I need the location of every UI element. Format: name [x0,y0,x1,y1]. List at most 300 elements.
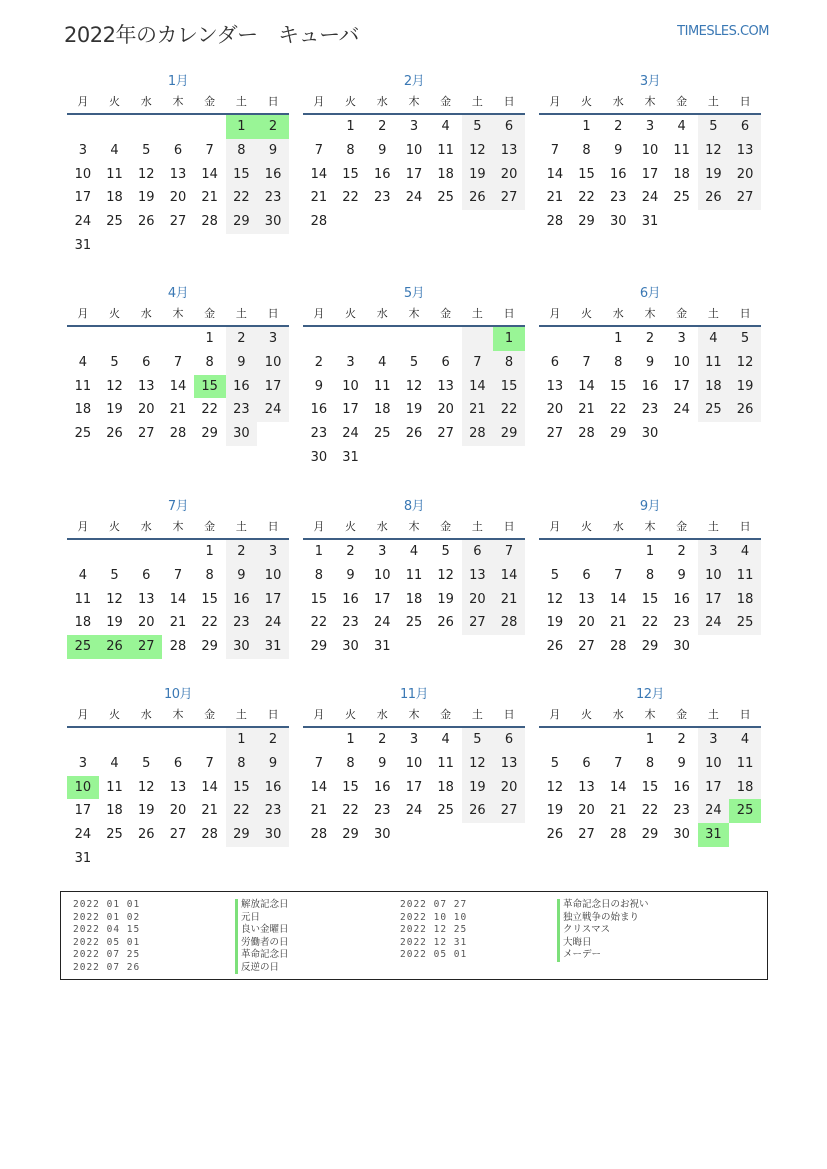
day-cell: 19 [729,375,761,399]
month-11 [303,686,525,847]
day-cell: 1 [205,544,214,559]
month-2 [303,73,525,234]
day-cell: 2 [314,354,323,370]
weekday-label: 金 [676,95,688,108]
day-cell: 5 [441,544,450,559]
empty-cell [571,728,603,752]
day-cell: 25 [437,803,454,819]
day-cell: 29 [226,823,258,847]
day-cell: 16 [641,378,659,394]
weekday-label: 水 [140,520,152,533]
day-cell: 19 [546,615,564,631]
day-cell: 1 [614,331,623,346]
day-cell: 13 [437,378,454,394]
holiday-day-cell: 1 [493,327,525,351]
day-cell: 7 [173,567,183,583]
day-cell: 8 [346,142,355,158]
day-cell: 17 [405,779,423,795]
day-cell: 3 [409,732,419,747]
day-cell: 3 [677,331,686,346]
day-cell: 25 [373,426,391,442]
legend-date: 2022 05 01 [400,949,468,960]
day-cell: 16 [310,402,328,418]
month-name: 2月 [403,74,425,89]
day-cell: 20 [578,803,595,819]
day-cell: 12 [546,779,564,795]
month-name: 3月 [639,74,661,89]
weekday-label: 土 [471,95,483,108]
day-cell: 28 [546,214,564,230]
day-cell: 20 [137,402,155,418]
empty-cell [130,728,162,752]
day-cell: 17 [74,190,92,206]
day-cell: 21 [546,190,564,206]
day-cell: 28 [310,827,328,843]
day-cell: 28 [609,827,627,843]
day-cell: 23 [609,190,627,206]
day-cell: 3 [78,755,87,771]
day-cell: 3 [698,540,730,564]
legend-date: 2022 01 01 [73,899,141,910]
day-cell: 28 [201,827,218,843]
day-cell: 8 [346,755,355,771]
day-cell: 13 [578,779,595,795]
day-cell: 22 [342,803,359,819]
day-cell: 9 [257,139,289,163]
month-name: 4月 [167,286,189,301]
legend-date: 2022 07 26 [73,961,141,973]
weekday-label: 木 [644,307,656,320]
day-cell: 12 [137,166,155,182]
day-cell: 30 [257,823,289,847]
day-cell: 31 [74,850,92,866]
empty-cell [539,540,571,564]
weekday-label: 木 [172,520,184,533]
month-name: 11月 [399,687,429,702]
day-grid [303,540,525,659]
day-cell: 1 [346,119,355,134]
day-cell: 24 [74,214,92,230]
holiday-day-cell: 2 [257,115,289,139]
legend-holiday-name: 元日 [235,912,289,925]
weekday-label: 日 [267,307,279,320]
legend-holiday-name: クリスマス [557,924,649,937]
weekday-label: 火 [345,520,357,533]
day-cell: 24 [342,426,359,442]
weekday-label: 水 [376,708,388,721]
day-cell: 9 [677,567,686,583]
day-cell: 13 [729,139,761,163]
day-cell: 22 [641,615,659,631]
empty-cell [162,728,194,752]
day-cell: 7 [205,142,214,158]
weekday-label: 火 [109,520,121,533]
day-cell: 5 [409,354,419,370]
day-cell: 11 [405,567,423,583]
empty-cell [539,115,571,139]
month-6 [539,285,761,446]
day-cell: 4 [677,119,686,134]
weekday-header [303,516,525,540]
empty-cell [462,327,494,351]
day-cell: 11 [729,752,761,776]
weekday-label: 木 [408,520,420,533]
day-cell: 27 [462,611,494,635]
day-cell: 24 [74,827,92,843]
day-cell: 2 [677,732,686,747]
month-5 [303,285,525,470]
day-cell: 5 [550,755,559,771]
day-cell: 17 [373,591,391,607]
weekday-header [303,303,525,327]
empty-cell [366,327,398,351]
weekday-header [67,704,289,728]
day-cell: 10 [405,755,423,771]
day-cell: 9 [645,354,655,370]
weekday-label: 月 [549,307,561,320]
day-cell: 3 [78,142,87,158]
day-cell: 23 [641,402,659,418]
day-cell: 17 [698,588,730,612]
day-cell: 4 [78,354,87,370]
day-cell: 11 [673,142,690,158]
day-cell: 27 [137,426,155,442]
month-name: 7月 [167,499,189,514]
day-cell: 7 [550,142,559,158]
legend-date: 2022 04 15 [73,924,141,935]
day-cell: 27 [493,799,525,823]
page-title: 2022年のカレンダー キューバ [64,23,360,47]
weekday-label: 火 [345,307,357,320]
weekday-label: 金 [440,520,452,533]
weekday-label: 月 [313,520,325,533]
day-cell: 22 [226,799,258,823]
day-cell: 30 [226,422,258,446]
day-cell: 23 [373,803,391,819]
day-cell: 7 [582,354,591,370]
day-cell: 29 [609,426,627,442]
day-cell: 18 [106,803,123,819]
weekday-label: 木 [408,708,420,721]
day-cell: 16 [609,166,627,182]
empty-cell [430,327,462,351]
day-cell: 5 [142,755,151,771]
day-cell: 7 [614,755,623,771]
day-cell: 28 [609,639,627,655]
day-cell: 6 [173,142,183,158]
day-cell: 4 [409,544,419,559]
day-cell: 15 [578,166,595,182]
day-cell: 23 [226,611,258,635]
day-cell: 30 [310,449,328,465]
weekday-label: 水 [612,520,624,533]
empty-cell [602,540,634,564]
day-cell: 24 [641,190,659,206]
day-cell: 6 [550,354,559,370]
day-cell: 9 [257,752,289,776]
day-cell: 21 [609,803,627,819]
weekday-label: 火 [345,708,357,721]
day-cell: 22 [201,615,218,631]
weekday-label: 月 [77,95,89,108]
day-cell: 14 [310,779,328,795]
month-12 [539,686,761,847]
legend-date: 2022 12 31 [400,936,468,948]
day-cell: 18 [106,190,123,206]
weekday-label: 火 [581,520,593,533]
weekday-label: 火 [581,708,593,721]
day-cell: 8 [205,567,214,583]
legend-holiday-name: メーデー [557,949,649,962]
day-cell: 17 [257,588,289,612]
day-cell: 14 [310,166,328,182]
day-cell: 30 [641,426,659,442]
day-cell: 10 [641,142,659,158]
day-cell: 12 [546,591,564,607]
day-cell: 25 [673,190,690,206]
day-cell: 8 [493,351,525,375]
day-cell: 31 [257,635,289,659]
empty-cell [99,115,131,139]
weekday-label: 日 [739,520,751,533]
day-cell: 4 [441,732,450,747]
empty-cell [194,115,226,139]
day-cell: 22 [226,186,258,210]
day-cell: 20 [462,588,494,612]
day-cell: 13 [493,139,525,163]
day-cell: 11 [373,378,391,394]
empty-cell [571,327,603,351]
weekday-header [539,303,761,327]
month-8 [303,498,525,659]
day-cell: 1 [582,119,591,134]
day-grid [67,540,289,659]
weekday-label: 金 [440,307,452,320]
day-cell: 8 [614,354,623,370]
day-cell: 11 [106,779,123,795]
day-cell: 22 [609,402,627,418]
weekday-label: 金 [204,708,216,721]
day-cell: 16 [342,591,359,607]
day-cell: 4 [698,327,730,351]
day-cell: 19 [546,803,564,819]
empty-cell [130,115,162,139]
day-cell: 26 [462,799,494,823]
weekday-header [539,516,761,540]
day-cell: 24 [257,398,289,422]
holiday-day-cell: 15 [194,375,226,399]
day-grid [539,728,761,847]
day-cell: 20 [493,163,525,187]
weekday-label: 金 [676,307,688,320]
weekday-label: 金 [440,95,452,108]
day-cell: 11 [698,351,730,375]
site-logo[interactable]: TIMESLES.COM [677,24,769,39]
holiday-day-cell: 25 [67,635,99,659]
day-cell: 17 [698,776,730,800]
day-cell: 2 [645,331,655,346]
month-1 [67,73,289,258]
day-cell: 9 [378,142,387,158]
day-cell: 6 [493,728,525,752]
day-cell: 3 [645,119,655,134]
day-cell: 9 [314,378,323,394]
weekday-label: 月 [549,520,561,533]
day-cell: 21 [310,190,328,206]
day-cell: 30 [609,214,627,230]
empty-cell [194,728,226,752]
day-cell: 2 [378,732,387,747]
day-cell: 9 [378,755,387,771]
legend-holiday-name: 独立戦争の始まり [557,912,649,925]
weekday-label: 日 [267,708,279,721]
day-cell: 6 [173,755,183,771]
empty-cell [162,327,194,351]
day-cell: 27 [578,639,595,655]
day-cell: 15 [201,591,218,607]
day-cell: 31 [74,237,92,253]
day-cell: 21 [201,803,218,819]
day-cell: 21 [609,615,627,631]
day-cell: 16 [226,375,258,399]
day-cell: 13 [546,378,564,394]
weekday-label: 木 [644,520,656,533]
month-name: 1月 [167,74,189,89]
day-cell: 14 [546,166,564,182]
day-cell: 13 [169,779,187,795]
month-name: 8月 [403,499,425,514]
day-grid [539,327,761,446]
day-cell: 18 [673,166,690,182]
day-cell: 2 [614,119,623,134]
weekday-label: 金 [676,520,688,533]
month-name: 9月 [639,499,661,514]
day-cell: 23 [257,186,289,210]
weekday-label: 日 [739,95,751,108]
day-grid [539,540,761,659]
day-cell: 16 [257,163,289,187]
day-cell: 16 [673,779,690,795]
day-cell: 20 [493,776,525,800]
holiday-day-cell: 1 [226,115,258,139]
day-cell: 12 [698,139,730,163]
day-cell: 20 [437,402,454,418]
weekday-label: 月 [549,708,561,721]
weekday-label: 水 [376,307,388,320]
legend-dates-col2 [400,899,467,962]
day-cell: 1 [645,544,655,559]
day-cell: 21 [310,803,328,819]
day-cell: 21 [169,402,187,418]
day-cell: 29 [493,422,525,446]
legend-date: 2022 01 02 [73,911,141,923]
weekday-header [67,303,289,327]
day-cell: 19 [698,163,730,187]
day-cell: 14 [169,591,187,607]
day-cell: 17 [405,166,423,182]
weekday-label: 金 [440,708,452,721]
day-cell: 4 [110,142,119,158]
day-cell: 29 [342,827,359,843]
weekday-label: 火 [345,95,357,108]
day-cell: 31 [641,214,659,230]
day-cell: 7 [314,142,323,158]
day-cell: 20 [578,615,595,631]
day-cell: 18 [74,402,92,418]
day-cell: 19 [106,402,123,418]
weekday-label: 火 [109,708,121,721]
day-cell: 13 [493,752,525,776]
day-cell: 17 [342,402,359,418]
day-cell: 2 [677,544,686,559]
weekday-label: 土 [707,520,719,533]
weekday-label: 木 [172,95,184,108]
day-cell: 13 [462,564,494,588]
day-cell: 15 [641,779,659,795]
day-cell: 12 [437,567,454,583]
day-cell: 10 [342,378,359,394]
day-cell: 22 [310,615,328,631]
day-cell: 6 [441,354,450,370]
day-cell: 29 [310,639,328,655]
month-9 [539,498,761,659]
weekday-label: 土 [471,520,483,533]
day-cell: 23 [373,190,391,206]
day-cell: 14 [169,378,187,394]
day-cell: 19 [405,402,423,418]
day-cell: 22 [201,402,218,418]
weekday-label: 火 [581,95,593,108]
day-cell: 18 [729,776,761,800]
weekday-label: 木 [408,95,420,108]
day-grid [67,327,289,446]
day-cell: 26 [437,615,454,631]
day-cell: 8 [582,142,591,158]
day-cell: 18 [729,588,761,612]
day-cell: 16 [373,779,391,795]
day-cell: 13 [578,591,595,607]
day-cell: 20 [169,803,187,819]
day-cell: 3 [378,544,387,559]
day-cell: 15 [641,591,659,607]
day-cell: 1 [645,732,655,747]
day-cell: 11 [106,166,123,182]
day-cell: 16 [257,776,289,800]
weekday-label: 金 [204,520,216,533]
weekday-label: 日 [503,520,515,533]
day-cell: 6 [462,540,494,564]
weekday-label: 土 [471,307,483,320]
day-cell: 6 [582,755,591,771]
weekday-label: 水 [140,95,152,108]
holiday-day-cell: 31 [698,823,730,847]
day-cell: 15 [342,779,359,795]
empty-cell [398,327,430,351]
day-cell: 9 [226,351,258,375]
day-cell: 17 [673,378,690,394]
empty-cell [99,540,131,564]
legend-date: 2022 07 27 [400,899,468,910]
day-cell: 6 [142,567,151,583]
day-cell: 24 [405,803,423,819]
day-cell: 28 [169,426,187,442]
day-cell: 3 [698,728,730,752]
day-cell: 30 [673,639,690,655]
day-cell: 19 [462,163,494,187]
weekday-label: 土 [235,708,247,721]
day-cell: 15 [609,378,627,394]
day-cell: 19 [462,776,494,800]
